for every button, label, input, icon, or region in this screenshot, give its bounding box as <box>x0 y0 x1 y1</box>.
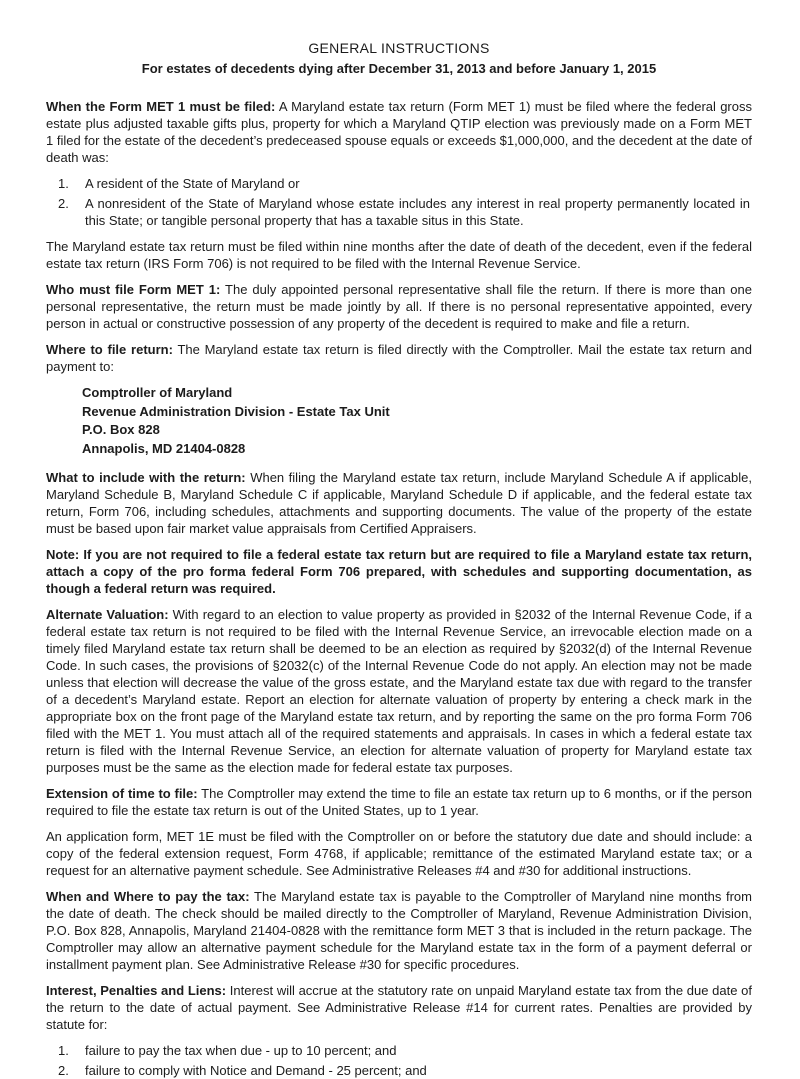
para-text: The duly appointed personal representative shall file the return. If there is more than one personal representative, the return must be made jointly by all. If there is no personal representative appointed, every person in actual or constructive possession of any property of the decedent is required to make and file a return. <box>46 282 752 331</box>
para-application-form <box>46 828 752 879</box>
para-text: The Maryland estate tax return is filed directly with the Comptroller. Mail the estate tax return and payment to: <box>46 342 752 374</box>
para-interest-penalties <box>46 982 752 1033</box>
para-extension-of-time <box>46 785 752 819</box>
para-lead: What to include with the return: <box>46 470 246 485</box>
para-alternate-valuation <box>46 606 752 776</box>
para-lead: Extension of time to file: <box>46 786 198 801</box>
list-item-number: 2. <box>58 196 69 211</box>
list-item-text: A nonresident of the State of Maryland whose estate includes any interest in real property permanently located in this State; or tangible personal property that has a taxable situs in this State. <box>85 196 750 228</box>
para-who-must-file <box>46 281 752 332</box>
para-note <box>46 546 752 597</box>
para-lead: Who must file Form MET 1: <box>46 282 221 297</box>
para-lead: Interest, Penalties and Liens: <box>46 983 227 998</box>
page-title: GENERAL INSTRUCTIONS <box>308 40 490 56</box>
para-where-to-file <box>46 341 752 375</box>
para-text: Note: If you are not required to file a federal estate tax return but are required to file a Maryland estate tax return, attach a copy of the pro forma federal Form 706 prepared, with schedules and supporting documentation, as though a federal return was required. <box>46 547 752 596</box>
para-text: When filing the Maryland estate tax return, include Maryland Schedule A if applicable, Maryland Schedule B, Maryland Schedule C if applicable, Maryland Schedule D if applicable, and the federal estate tax return, Form 706, including schedules, attachments and supporting documents. The value of the property of the estate must be based upon fair market value appraisals from Certified Appraisers. <box>46 470 752 536</box>
list-item-number: 2. <box>58 1063 69 1078</box>
para-text: The Maryland estate tax is payable to the Comptroller of Maryland nine months from the date of death. The check should be mailed directly to the Comptroller of Maryland, Revenue Administration Division, P.O. Box 828, Annapolis, Maryland 21404-0828 with the remittance form MET 3 that is included in the return package. The Comptroller may allow an alternative payment schedule for the Maryland estate tax in the form of a payment deferral or installment payment plan. See Administrative Release #30 for specific procedures. <box>46 889 752 972</box>
list-item <box>58 195 752 229</box>
list-item <box>58 1042 752 1059</box>
para-text: With regard to an election to value property as provided in §2032 of the Internal Revenue Code, if a federal estate tax return is not required to be filed with the Internal Revenue Service, an irrevocable election made on a timely filed Maryland estate tax return shall be deemed to be an election as required by §2032(d) of the Internal Revenue Code. In such cases, the provisions of §2032(c) of the Internal Revenue Code do not apply. An election may not be made unless that election will decrease the value of the gross estate, and the Maryland estate tax due with regard to the transfer of a decedent’s Maryland estate. Report an election for alternate valuation of property by entering a check mark in the appropriate box on the front page of the Maryland estate tax return, and by reporting the same on the pro forma Form 706 filed with the MET 1. You must attach all of the required statements and appraisals. In cases in which a federal estate tax return is filed with the Internal Revenue Service, an election for alternate valuation of property for Maryland estate tax purposes must be the same as the election made for federal estate tax purposes. <box>46 607 752 775</box>
list-item-text: failure to comply with Notice and Demand - 25 percent; and <box>85 1063 427 1078</box>
para-lead: When the Form MET 1 must be filed: <box>46 99 276 114</box>
para-what-to-include <box>46 469 752 537</box>
para-text: A Maryland estate tax return (Form MET 1) must be filed where the federal gross estate plus adjusted taxable gifts plus, property for which a Maryland QTIP election was previously made on a Form MET 1 filed for the estate of the decedent’s predeceased spouse equals or exceeds $1,000,000, and the decedent at the date of death was: <box>46 99 752 165</box>
para-text: Interest will accrue at the statutory rate on unpaid Maryland estate tax from the due date of the return to the date of actual payment. See Administrative Release #14 for current rates. Penalties are provided by statute for: <box>46 983 752 1032</box>
page-subtitle: For estates of decedents dying after December 31, 2013 and before January 1, 2015 <box>141 61 657 76</box>
para-text: The Maryland estate tax return must be filed within nine months after the date of death of the decedent, even if the federal estate tax return (IRS Form 706) is not required to be filed with the Internal Revenue Service. <box>46 239 752 271</box>
list-item <box>58 175 752 192</box>
list-item-number: 1. <box>58 1043 69 1058</box>
para-when-where-pay <box>46 888 752 973</box>
para-text: The Comptroller may extend the time to file an estate tax return up to 6 months, or if the person required to file the estate tax return is out of the United States, up to 1 year. <box>46 786 752 818</box>
para-lead: Alternate Valuation: <box>46 607 169 622</box>
residency-list <box>58 175 752 229</box>
address-line: P.O. Box 828 <box>82 422 160 437</box>
para-text: An application form, MET 1E must be filed with the Comptroller on or before the statutory due date and should include: a copy of the federal extension request, Form 4768, if applicable; remittance of the estimated Maryland estate tax; or a request for an alternative payment schedule. See Administrative Releases #4 and #30 for additional instructions. <box>46 829 752 878</box>
address-line: Revenue Administration Division - Estate Tax Unit <box>82 403 390 419</box>
list-item <box>58 1062 752 1079</box>
mailing-address <box>82 384 752 457</box>
para-when-form-must-be-filed <box>46 98 752 166</box>
para-lead: When and Where to pay the tax: <box>46 889 250 904</box>
list-item-number: 1. <box>58 176 69 191</box>
penalties-list <box>58 1042 752 1079</box>
list-item-text: A resident of the State of Maryland or <box>85 176 300 191</box>
address-line: Annapolis, MD 21404-0828 <box>82 440 246 456</box>
list-item-text: failure to pay the tax when due - up to 10 percent; and <box>85 1043 397 1058</box>
para-nine-months <box>46 238 752 272</box>
address-line: Comptroller of Maryland <box>82 385 233 400</box>
para-lead: Where to file return: <box>46 342 173 357</box>
